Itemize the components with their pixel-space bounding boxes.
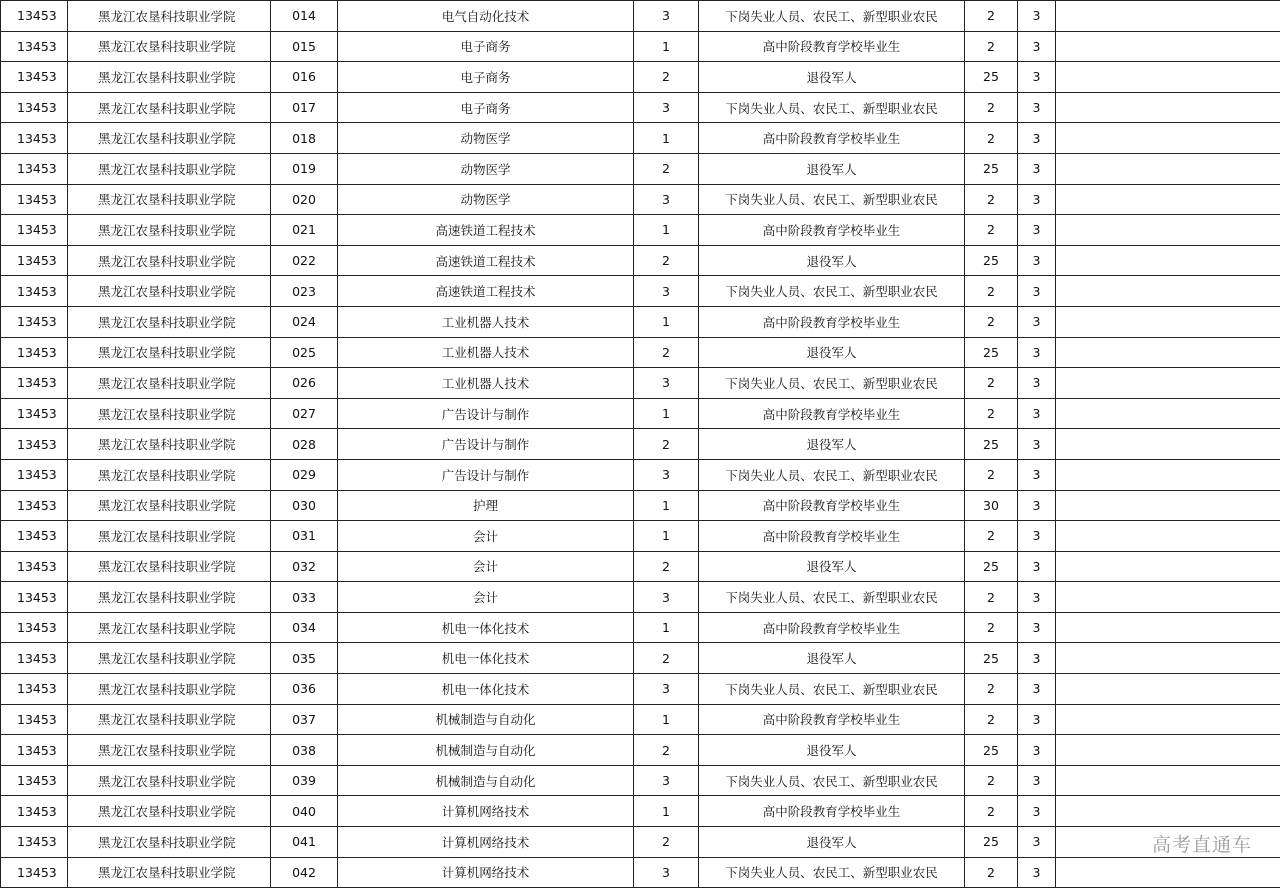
applicant-type-cell: 高中阶段教育学校毕业生 <box>699 31 965 62</box>
category-code-cell: 2 <box>634 245 699 276</box>
applicant-type-cell: 退役军人 <box>699 245 965 276</box>
table-row <box>1 490 1280 521</box>
duration-cell: 3 <box>1018 31 1056 62</box>
major-code-cell: 024 <box>271 306 338 337</box>
notes-cell <box>1056 643 1280 674</box>
plan-count-cell: 25 <box>965 429 1018 460</box>
category-code-cell: 3 <box>634 674 699 705</box>
major-code-cell: 017 <box>271 92 338 123</box>
duration-cell: 3 <box>1018 704 1056 735</box>
applicant-type-cell: 高中阶段教育学校毕业生 <box>699 306 965 337</box>
applicant-type-cell: 退役军人 <box>699 735 965 766</box>
applicant-type-cell: 高中阶段教育学校毕业生 <box>699 490 965 521</box>
duration-cell: 3 <box>1018 674 1056 705</box>
applicant-type-cell: 退役军人 <box>699 62 965 93</box>
plan-count-cell: 2 <box>965 276 1018 307</box>
plan-count-cell: 2 <box>965 92 1018 123</box>
duration-cell: 3 <box>1018 796 1056 827</box>
school-name-cell: 黑龙江农垦科技职业学院 <box>68 31 271 62</box>
duration-cell: 3 <box>1018 337 1056 368</box>
major-code-cell: 035 <box>271 643 338 674</box>
category-code-cell: 1 <box>634 215 699 246</box>
table-row <box>1 857 1280 888</box>
major-name-cell: 广告设计与制作 <box>338 398 634 429</box>
notes-cell <box>1056 612 1280 643</box>
notes-cell <box>1056 368 1280 399</box>
school-name-cell: 黑龙江农垦科技职业学院 <box>68 368 271 399</box>
plan-count-cell: 30 <box>965 490 1018 521</box>
school-code-cell: 13453 <box>1 765 68 796</box>
major-code-cell: 037 <box>271 704 338 735</box>
duration-cell: 3 <box>1018 276 1056 307</box>
applicant-type-cell: 退役军人 <box>699 551 965 582</box>
duration-cell: 3 <box>1018 215 1056 246</box>
applicant-type-cell: 下岗失业人员、农民工、新型职业农民 <box>699 582 965 613</box>
applicant-type-cell: 高中阶段教育学校毕业生 <box>699 123 965 154</box>
duration-cell: 3 <box>1018 459 1056 490</box>
major-code-cell: 022 <box>271 245 338 276</box>
notes-cell <box>1056 796 1280 827</box>
plan-count-cell: 25 <box>965 643 1018 674</box>
applicant-type-cell: 高中阶段教育学校毕业生 <box>699 704 965 735</box>
notes-cell <box>1056 123 1280 154</box>
duration-cell: 3 <box>1018 429 1056 460</box>
plan-count-cell: 25 <box>965 245 1018 276</box>
school-name-cell: 黑龙江农垦科技职业学院 <box>68 245 271 276</box>
category-code-cell: 2 <box>634 337 699 368</box>
major-code-cell: 027 <box>271 398 338 429</box>
major-name-cell: 动物医学 <box>338 153 634 184</box>
major-name-cell: 机电一体化技术 <box>338 674 634 705</box>
school-name-cell: 黑龙江农垦科技职业学院 <box>68 551 271 582</box>
applicant-type-cell: 高中阶段教育学校毕业生 <box>699 215 965 246</box>
notes-cell <box>1056 153 1280 184</box>
plan-count-cell: 2 <box>965 398 1018 429</box>
notes-cell <box>1056 92 1280 123</box>
category-code-cell: 3 <box>634 276 699 307</box>
notes-cell <box>1056 765 1280 796</box>
applicant-type-cell: 退役军人 <box>699 429 965 460</box>
category-code-cell: 1 <box>634 704 699 735</box>
category-code-cell: 1 <box>634 306 699 337</box>
notes-cell <box>1056 337 1280 368</box>
major-name-cell: 电子商务 <box>338 62 634 93</box>
duration-cell: 3 <box>1018 765 1056 796</box>
category-code-cell: 2 <box>634 827 699 858</box>
applicant-type-cell: 下岗失业人员、农民工、新型职业农民 <box>699 276 965 307</box>
major-code-cell: 029 <box>271 459 338 490</box>
school-name-cell: 黑龙江农垦科技职业学院 <box>68 765 271 796</box>
school-code-cell: 13453 <box>1 123 68 154</box>
major-name-cell: 广告设计与制作 <box>338 429 634 460</box>
plan-count-cell: 2 <box>965 368 1018 399</box>
major-name-cell: 计算机网络技术 <box>338 796 634 827</box>
school-code-cell: 13453 <box>1 429 68 460</box>
table-row <box>1 827 1280 858</box>
school-code-cell: 13453 <box>1 306 68 337</box>
plan-count-cell: 25 <box>965 551 1018 582</box>
major-name-cell: 机械制造与自动化 <box>338 765 634 796</box>
major-name-cell: 工业机器人技术 <box>338 306 634 337</box>
table-row <box>1 582 1280 613</box>
duration-cell: 3 <box>1018 857 1056 888</box>
school-code-cell: 13453 <box>1 245 68 276</box>
notes-cell <box>1056 306 1280 337</box>
applicant-type-cell: 下岗失业人员、农民工、新型职业农民 <box>699 674 965 705</box>
duration-cell: 3 <box>1018 1 1056 32</box>
major-code-cell: 030 <box>271 490 338 521</box>
category-code-cell: 2 <box>634 62 699 93</box>
plan-count-cell: 2 <box>965 31 1018 62</box>
major-name-cell: 护理 <box>338 490 634 521</box>
category-code-cell: 3 <box>634 582 699 613</box>
major-name-cell: 会计 <box>338 551 634 582</box>
category-code-cell: 2 <box>634 643 699 674</box>
major-name-cell: 动物医学 <box>338 123 634 154</box>
plan-count-cell: 2 <box>965 459 1018 490</box>
school-name-cell: 黑龙江农垦科技职业学院 <box>68 490 271 521</box>
major-code-cell: 021 <box>271 215 338 246</box>
major-name-cell: 高速铁道工程技术 <box>338 215 634 246</box>
school-code-cell: 13453 <box>1 827 68 858</box>
school-name-cell: 黑龙江农垦科技职业学院 <box>68 582 271 613</box>
major-name-cell: 电气自动化技术 <box>338 1 634 32</box>
school-name-cell: 黑龙江农垦科技职业学院 <box>68 429 271 460</box>
school-code-cell: 13453 <box>1 31 68 62</box>
plan-count-cell: 25 <box>965 337 1018 368</box>
school-name-cell: 黑龙江农垦科技职业学院 <box>68 857 271 888</box>
table-row <box>1 796 1280 827</box>
table-row <box>1 62 1280 93</box>
plan-count-cell: 25 <box>965 735 1018 766</box>
school-name-cell: 黑龙江农垦科技职业学院 <box>68 337 271 368</box>
school-code-cell: 13453 <box>1 153 68 184</box>
school-code-cell: 13453 <box>1 368 68 399</box>
school-code-cell: 13453 <box>1 337 68 368</box>
major-name-cell: 电子商务 <box>338 31 634 62</box>
duration-cell: 3 <box>1018 643 1056 674</box>
school-name-cell: 黑龙江农垦科技职业学院 <box>68 827 271 858</box>
major-code-cell: 016 <box>271 62 338 93</box>
plan-count-cell: 2 <box>965 184 1018 215</box>
notes-cell <box>1056 398 1280 429</box>
major-code-cell: 040 <box>271 796 338 827</box>
table-row <box>1 153 1280 184</box>
table-row <box>1 429 1280 460</box>
school-code-cell: 13453 <box>1 612 68 643</box>
table-row <box>1 612 1280 643</box>
school-name-cell: 黑龙江农垦科技职业学院 <box>68 276 271 307</box>
major-code-cell: 020 <box>271 184 338 215</box>
major-code-cell: 036 <box>271 674 338 705</box>
major-code-cell: 025 <box>271 337 338 368</box>
table-row <box>1 92 1280 123</box>
duration-cell: 3 <box>1018 582 1056 613</box>
school-name-cell: 黑龙江农垦科技职业学院 <box>68 674 271 705</box>
major-code-cell: 032 <box>271 551 338 582</box>
school-name-cell: 黑龙江农垦科技职业学院 <box>68 215 271 246</box>
notes-cell <box>1056 674 1280 705</box>
duration-cell: 3 <box>1018 184 1056 215</box>
major-code-cell: 034 <box>271 612 338 643</box>
major-code-cell: 014 <box>271 1 338 32</box>
category-code-cell: 1 <box>634 521 699 552</box>
table-row <box>1 276 1280 307</box>
table-row <box>1 31 1280 62</box>
duration-cell: 3 <box>1018 368 1056 399</box>
category-code-cell: 3 <box>634 368 699 399</box>
category-code-cell: 1 <box>634 123 699 154</box>
category-code-cell: 1 <box>634 612 699 643</box>
applicant-type-cell: 高中阶段教育学校毕业生 <box>699 796 965 827</box>
school-code-cell: 13453 <box>1 521 68 552</box>
school-code-cell: 13453 <box>1 215 68 246</box>
applicant-type-cell: 高中阶段教育学校毕业生 <box>699 612 965 643</box>
applicant-type-cell: 下岗失业人员、农民工、新型职业农民 <box>699 184 965 215</box>
duration-cell: 3 <box>1018 62 1056 93</box>
duration-cell: 3 <box>1018 735 1056 766</box>
major-name-cell: 工业机器人技术 <box>338 337 634 368</box>
major-name-cell: 机电一体化技术 <box>338 643 634 674</box>
plan-count-cell: 25 <box>965 153 1018 184</box>
major-code-cell: 042 <box>271 857 338 888</box>
plan-count-cell: 2 <box>965 857 1018 888</box>
table-row <box>1 337 1280 368</box>
category-code-cell: 3 <box>634 857 699 888</box>
applicant-type-cell: 下岗失业人员、农民工、新型职业农民 <box>699 459 965 490</box>
duration-cell: 3 <box>1018 123 1056 154</box>
category-code-cell: 3 <box>634 459 699 490</box>
school-code-cell: 13453 <box>1 398 68 429</box>
school-code-cell: 13453 <box>1 62 68 93</box>
major-name-cell: 高速铁道工程技术 <box>338 245 634 276</box>
school-code-cell: 13453 <box>1 674 68 705</box>
school-code-cell: 13453 <box>1 704 68 735</box>
major-name-cell: 会计 <box>338 582 634 613</box>
applicant-type-cell: 下岗失业人员、农民工、新型职业农民 <box>699 1 965 32</box>
major-name-cell: 会计 <box>338 521 634 552</box>
table-row <box>1 551 1280 582</box>
major-name-cell: 计算机网络技术 <box>338 827 634 858</box>
plan-count-cell: 25 <box>965 827 1018 858</box>
school-name-cell: 黑龙江农垦科技职业学院 <box>68 1 271 32</box>
watermark: 高考直通车 <box>1152 830 1252 857</box>
school-code-cell: 13453 <box>1 184 68 215</box>
duration-cell: 3 <box>1018 245 1056 276</box>
school-code-cell: 13453 <box>1 857 68 888</box>
duration-cell: 3 <box>1018 551 1056 582</box>
major-code-cell: 023 <box>271 276 338 307</box>
applicant-type-cell: 退役军人 <box>699 153 965 184</box>
category-code-cell: 1 <box>634 490 699 521</box>
major-name-cell: 电子商务 <box>338 92 634 123</box>
duration-cell: 3 <box>1018 521 1056 552</box>
notes-cell <box>1056 62 1280 93</box>
school-name-cell: 黑龙江农垦科技职业学院 <box>68 123 271 154</box>
notes-cell <box>1056 1 1280 32</box>
table-row <box>1 1 1280 32</box>
table-row <box>1 398 1280 429</box>
plan-count-cell: 2 <box>965 582 1018 613</box>
major-code-cell: 041 <box>271 827 338 858</box>
plan-count-cell: 2 <box>965 704 1018 735</box>
major-name-cell: 机电一体化技术 <box>338 612 634 643</box>
school-name-cell: 黑龙江农垦科技职业学院 <box>68 153 271 184</box>
table-row <box>1 215 1280 246</box>
school-code-cell: 13453 <box>1 1 68 32</box>
table-row <box>1 643 1280 674</box>
school-name-cell: 黑龙江农垦科技职业学院 <box>68 735 271 766</box>
major-code-cell: 018 <box>271 123 338 154</box>
plan-count-cell: 2 <box>965 1 1018 32</box>
notes-cell <box>1056 551 1280 582</box>
school-name-cell: 黑龙江农垦科技职业学院 <box>68 398 271 429</box>
category-code-cell: 1 <box>634 796 699 827</box>
duration-cell: 3 <box>1018 612 1056 643</box>
plan-count-cell: 2 <box>965 123 1018 154</box>
plan-count-cell: 2 <box>965 612 1018 643</box>
duration-cell: 3 <box>1018 827 1056 858</box>
category-code-cell: 1 <box>634 31 699 62</box>
school-name-cell: 黑龙江农垦科技职业学院 <box>68 306 271 337</box>
notes-cell <box>1056 582 1280 613</box>
major-name-cell: 计算机网络技术 <box>338 857 634 888</box>
school-code-cell: 13453 <box>1 643 68 674</box>
major-name-cell: 机械制造与自动化 <box>338 704 634 735</box>
duration-cell: 3 <box>1018 153 1056 184</box>
applicant-type-cell: 下岗失业人员、农民工、新型职业农民 <box>699 857 965 888</box>
category-code-cell: 2 <box>634 551 699 582</box>
school-code-cell: 13453 <box>1 582 68 613</box>
plan-count-cell: 2 <box>965 796 1018 827</box>
major-name-cell: 高速铁道工程技术 <box>338 276 634 307</box>
duration-cell: 3 <box>1018 92 1056 123</box>
school-name-cell: 黑龙江农垦科技职业学院 <box>68 62 271 93</box>
table-row <box>1 765 1280 796</box>
school-name-cell: 黑龙江农垦科技职业学院 <box>68 612 271 643</box>
notes-cell <box>1056 31 1280 62</box>
applicant-type-cell: 下岗失业人员、农民工、新型职业农民 <box>699 368 965 399</box>
category-code-cell: 2 <box>634 153 699 184</box>
plan-count-cell: 2 <box>965 215 1018 246</box>
table-row <box>1 245 1280 276</box>
notes-cell <box>1056 521 1280 552</box>
plan-count-cell: 2 <box>965 521 1018 552</box>
category-code-cell: 3 <box>634 1 699 32</box>
plan-count-cell: 2 <box>965 674 1018 705</box>
school-name-cell: 黑龙江农垦科技职业学院 <box>68 521 271 552</box>
school-name-cell: 黑龙江农垦科技职业学院 <box>68 796 271 827</box>
major-name-cell: 工业机器人技术 <box>338 368 634 399</box>
applicant-type-cell: 退役军人 <box>699 337 965 368</box>
applicant-type-cell: 下岗失业人员、农民工、新型职业农民 <box>699 765 965 796</box>
major-code-cell: 015 <box>271 31 338 62</box>
table-row <box>1 674 1280 705</box>
major-code-cell: 038 <box>271 735 338 766</box>
notes-cell <box>1056 704 1280 735</box>
duration-cell: 3 <box>1018 306 1056 337</box>
school-code-cell: 13453 <box>1 796 68 827</box>
major-code-cell: 039 <box>271 765 338 796</box>
category-code-cell: 2 <box>634 735 699 766</box>
category-code-cell: 3 <box>634 92 699 123</box>
major-code-cell: 019 <box>271 153 338 184</box>
table-row <box>1 735 1280 766</box>
category-code-cell: 3 <box>634 765 699 796</box>
major-code-cell: 033 <box>271 582 338 613</box>
applicant-type-cell: 下岗失业人员、农民工、新型职业农民 <box>699 92 965 123</box>
plan-count-cell: 2 <box>965 306 1018 337</box>
category-code-cell: 1 <box>634 398 699 429</box>
major-code-cell: 028 <box>271 429 338 460</box>
school-code-cell: 13453 <box>1 490 68 521</box>
applicant-type-cell: 高中阶段教育学校毕业生 <box>699 398 965 429</box>
major-code-cell: 031 <box>271 521 338 552</box>
notes-cell <box>1056 459 1280 490</box>
notes-cell <box>1056 215 1280 246</box>
category-code-cell: 3 <box>634 184 699 215</box>
notes-cell <box>1056 245 1280 276</box>
school-name-cell: 黑龙江农垦科技职业学院 <box>68 704 271 735</box>
notes-cell <box>1056 429 1280 460</box>
major-code-cell: 026 <box>271 368 338 399</box>
school-name-cell: 黑龙江农垦科技职业学院 <box>68 184 271 215</box>
duration-cell: 3 <box>1018 490 1056 521</box>
school-code-cell: 13453 <box>1 92 68 123</box>
notes-cell <box>1056 276 1280 307</box>
notes-cell <box>1056 490 1280 521</box>
school-name-cell: 黑龙江农垦科技职业学院 <box>68 459 271 490</box>
table-row <box>1 123 1280 154</box>
notes-cell <box>1056 184 1280 215</box>
applicant-type-cell: 退役军人 <box>699 643 965 674</box>
school-code-cell: 13453 <box>1 276 68 307</box>
table-row <box>1 368 1280 399</box>
table-row <box>1 306 1280 337</box>
school-code-cell: 13453 <box>1 459 68 490</box>
major-name-cell: 广告设计与制作 <box>338 459 634 490</box>
table-row <box>1 521 1280 552</box>
table-row <box>1 459 1280 490</box>
major-name-cell: 动物医学 <box>338 184 634 215</box>
table-row <box>1 184 1280 215</box>
major-name-cell: 机械制造与自动化 <box>338 735 634 766</box>
category-code-cell: 2 <box>634 429 699 460</box>
school-code-cell: 13453 <box>1 735 68 766</box>
applicant-type-cell: 高中阶段教育学校毕业生 <box>699 521 965 552</box>
notes-cell <box>1056 735 1280 766</box>
school-name-cell: 黑龙江农垦科技职业学院 <box>68 92 271 123</box>
school-code-cell: 13453 <box>1 551 68 582</box>
school-name-cell: 黑龙江农垦科技职业学院 <box>68 643 271 674</box>
table-body <box>1 1 1280 888</box>
plan-count-cell: 2 <box>965 765 1018 796</box>
notes-cell <box>1056 857 1280 888</box>
applicant-type-cell: 退役军人 <box>699 827 965 858</box>
duration-cell: 3 <box>1018 398 1056 429</box>
plan-count-cell: 25 <box>965 62 1018 93</box>
table-row <box>1 704 1280 735</box>
